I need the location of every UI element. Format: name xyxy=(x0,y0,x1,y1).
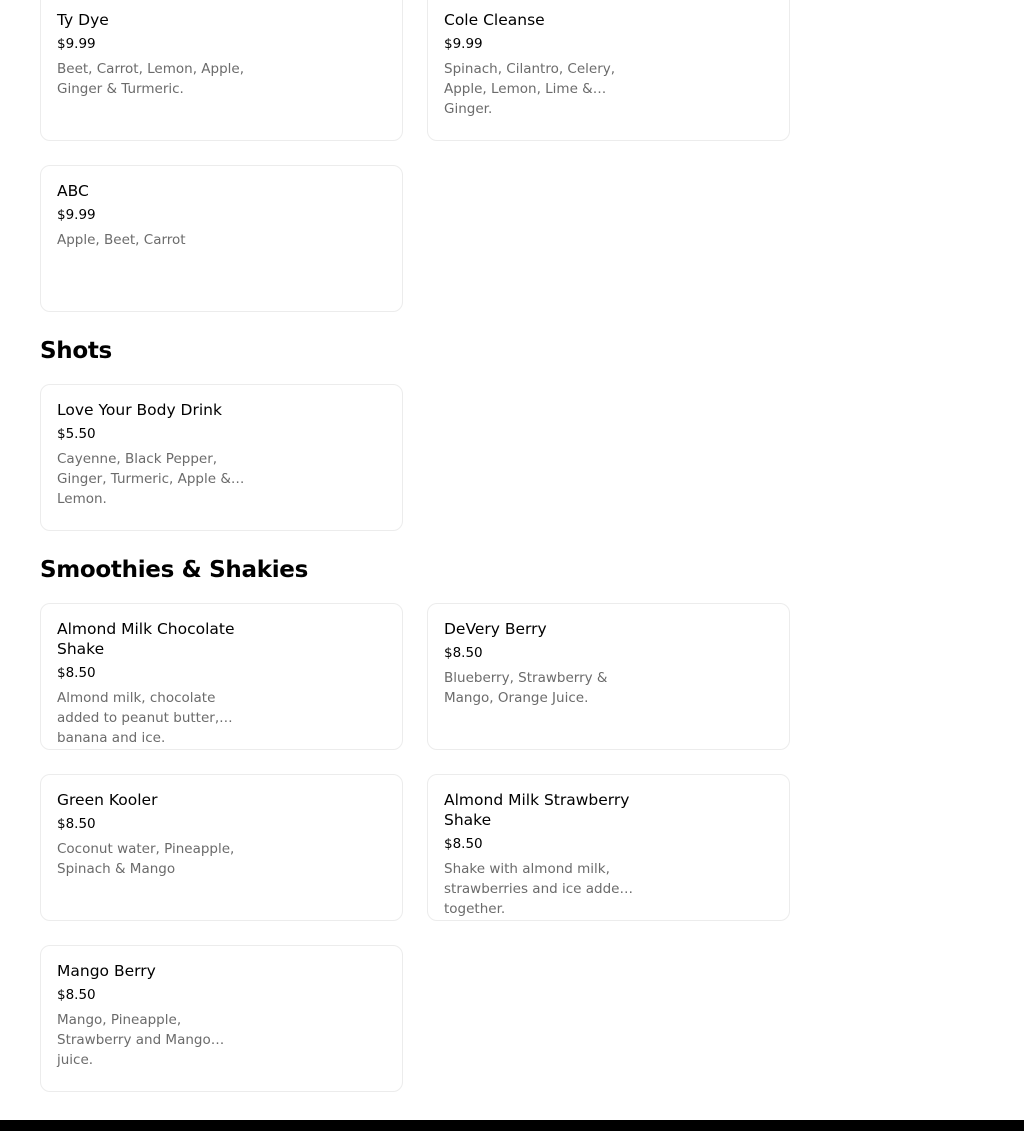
item-description: Shake with almond milk, strawberries and ice added together. xyxy=(444,861,629,917)
item-price: $9.99 xyxy=(57,207,96,223)
item-price: $8.50 xyxy=(57,665,96,681)
menu-item-card[interactable] xyxy=(427,0,790,141)
item-description: Beet, Carrot, Lemon, Apple, Ginger & Turmeric. xyxy=(57,61,245,97)
item-price: $9.99 xyxy=(57,36,96,52)
menu-item-card[interactable] xyxy=(40,384,403,531)
item-description: Almond milk, chocolate added to peanut butter, banana and ice. xyxy=(57,690,220,746)
menu-item-card[interactable] xyxy=(427,603,790,750)
item-name: Green Kooler xyxy=(57,791,158,809)
item-name: ABC xyxy=(57,182,89,200)
item-description: Cayenne, Black Pepper, Ginger, Turmeric, Apple & Lemon. xyxy=(57,451,231,507)
menu-item-card[interactable] xyxy=(40,0,403,141)
menu-item-card[interactable] xyxy=(427,774,790,921)
item-name: DeVery Berry xyxy=(444,620,547,638)
item-description: Mango, Pineapple, Strawberry and Mango juice. xyxy=(57,1012,211,1068)
item-name: Almond Milk Chocolate Shake xyxy=(57,620,235,658)
item-price: $8.50 xyxy=(57,816,96,832)
item-description: Apple, Beet, Carrot xyxy=(57,232,186,248)
item-price: $8.50 xyxy=(57,987,96,1003)
item-name: Ty Dye xyxy=(57,11,109,29)
section-title-shots: Shots xyxy=(40,338,112,364)
item-price: $9.99 xyxy=(444,36,483,52)
menu-item-card[interactable] xyxy=(40,165,403,312)
item-price: $8.50 xyxy=(444,836,483,852)
menu-item-card[interactable] xyxy=(40,945,403,1092)
item-description: Blueberry, Strawberry & Mango, Orange Juice. xyxy=(444,670,608,706)
footer-bar xyxy=(0,1120,1024,1131)
item-description: Coconut water, Pineapple, Spinach & Mango xyxy=(57,841,235,877)
menu-item-card[interactable] xyxy=(40,603,403,750)
item-name: Love Your Body Drink xyxy=(57,401,222,419)
item-name: Mango Berry xyxy=(57,962,156,980)
section-title-smoothies: Smoothies & Shakies xyxy=(40,557,308,583)
item-price: $5.50 xyxy=(57,426,96,442)
item-name: Almond Milk Strawberry Shake xyxy=(444,791,630,829)
item-description: Spinach, Cilantro, Celery, Apple, Lemon, Lime & Ginger. xyxy=(444,61,616,117)
menu-item-card[interactable] xyxy=(40,774,403,921)
item-name: Cole Cleanse xyxy=(444,11,545,29)
item-price: $8.50 xyxy=(444,645,483,661)
